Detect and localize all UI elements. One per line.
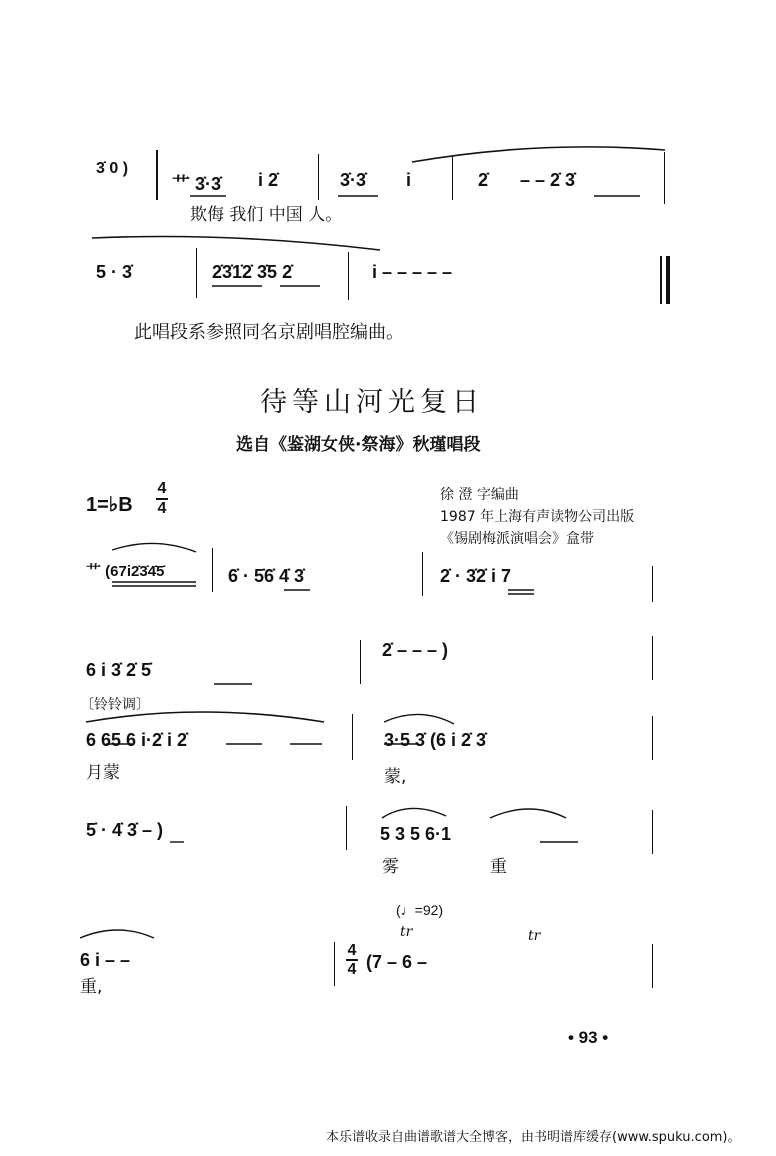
notes-measure: 5 · 3̇ <box>96 262 133 282</box>
slur-line <box>412 147 665 162</box>
notes-measure: (7 – 6 – <box>366 952 428 972</box>
trill-mark: tr <box>528 928 541 944</box>
barline <box>452 156 453 200</box>
notes-measure: 2̇3̇1̇2̇ 3̇5 2̇ <box>212 262 293 282</box>
credit-tape: 《锡剧梅派演唱会》盒带 <box>440 531 594 547</box>
notes-measure: 3·5 3̇ (6 i 2̇ 3̇ <box>384 730 487 750</box>
barline <box>196 248 197 298</box>
notes-measure: – – 2̇ 3̇ <box>520 170 576 190</box>
time-sig-top: 4 <box>157 480 167 497</box>
barline <box>360 640 361 684</box>
trill-mark: tr <box>400 924 413 940</box>
slur-line <box>384 714 454 724</box>
time-sig-bottom: 4 <box>347 961 357 978</box>
notes-measure: 6̇ · 5̇6̇ 4̇ 3̇ <box>228 566 305 586</box>
lyrics-line: 雾 <box>382 857 399 877</box>
score-prefix: 3̇ 0 ) <box>96 160 129 177</box>
barline <box>346 806 347 850</box>
tempo-mark: (♩=92) <box>396 902 444 918</box>
lyrics-line: 欺侮 我们 中国 人。 <box>190 205 343 225</box>
barline <box>652 566 653 602</box>
lyrics-line: 月蒙 <box>86 763 120 783</box>
lyrics-line: 重, <box>80 977 103 997</box>
credit-publisher: 1987 年上海有声读物公司出版 <box>440 509 635 525</box>
notes-measure: 2̇ – – – ) <box>382 640 449 660</box>
notes-measure: i – – – – – <box>372 262 453 282</box>
final-barline <box>666 256 670 304</box>
barline <box>156 150 158 200</box>
key-signature: 1=♭B <box>86 494 133 516</box>
barline <box>664 152 665 204</box>
slur-line <box>92 237 380 251</box>
barline <box>348 252 349 300</box>
notes-measure: 5̇ · 4̇ 3̇ – ) <box>86 820 164 840</box>
footer-text: 本乐谱收录自曲谱歌谱大全博客，由书明谱库缓存(www.spuku.com)。 <box>326 1130 741 1145</box>
slur-line <box>112 543 196 552</box>
time-sig-top: 4 <box>347 942 357 959</box>
notes-measure: 2̇ <box>478 170 489 190</box>
notes-measure: 3̇·3̇ <box>340 170 367 190</box>
notes-measure: i <box>406 170 412 190</box>
tune-label: 〔铃铃调〕 <box>80 697 150 713</box>
time-signature <box>346 942 358 978</box>
barline <box>352 714 353 760</box>
barline <box>422 552 423 596</box>
page-title: 待等山河光复日 <box>260 387 484 418</box>
notes-measure: 2̇ · 3̇2̇ i 7 <box>440 566 512 586</box>
barline <box>212 548 213 592</box>
notes-measure: 5 3 5 6·1 <box>380 824 452 844</box>
score-prefix: 艹 (67i2̇3̇4̇5̇ <box>86 563 165 580</box>
time-sig-bottom: 4 <box>157 500 167 517</box>
credit-arranger: 徐 澄 字编曲 <box>440 487 519 503</box>
barline <box>652 716 653 760</box>
slur-line <box>382 808 446 818</box>
time-signature <box>156 480 168 518</box>
barline <box>652 944 653 988</box>
slur-line <box>490 809 566 818</box>
notes-measure: 6 65 6 i·2̇ i 2̇ <box>86 730 188 750</box>
notes-measure: 6 i – – <box>80 950 131 970</box>
subtitle: 选自《鉴湖女侠·祭海》秋瑾唱段 <box>236 435 481 455</box>
notes-measure: 6 i 3̇ 2̇ 5̇ <box>86 660 152 680</box>
barline <box>318 154 319 200</box>
barline <box>334 942 335 986</box>
page-number: • 93 • <box>568 1028 609 1047</box>
lyrics-line: 蒙, <box>384 767 407 787</box>
notes-measure: i 2̇ <box>258 170 279 190</box>
barline <box>652 636 653 680</box>
note-text: 此唱段系参照同名京剧唱腔编曲。 <box>134 322 404 343</box>
slur-line <box>80 930 154 938</box>
barline <box>660 256 662 304</box>
barline <box>652 810 653 854</box>
lyrics-line: 重 <box>490 857 507 877</box>
notes-measure: 艹 3̇·3̇ <box>172 174 222 194</box>
